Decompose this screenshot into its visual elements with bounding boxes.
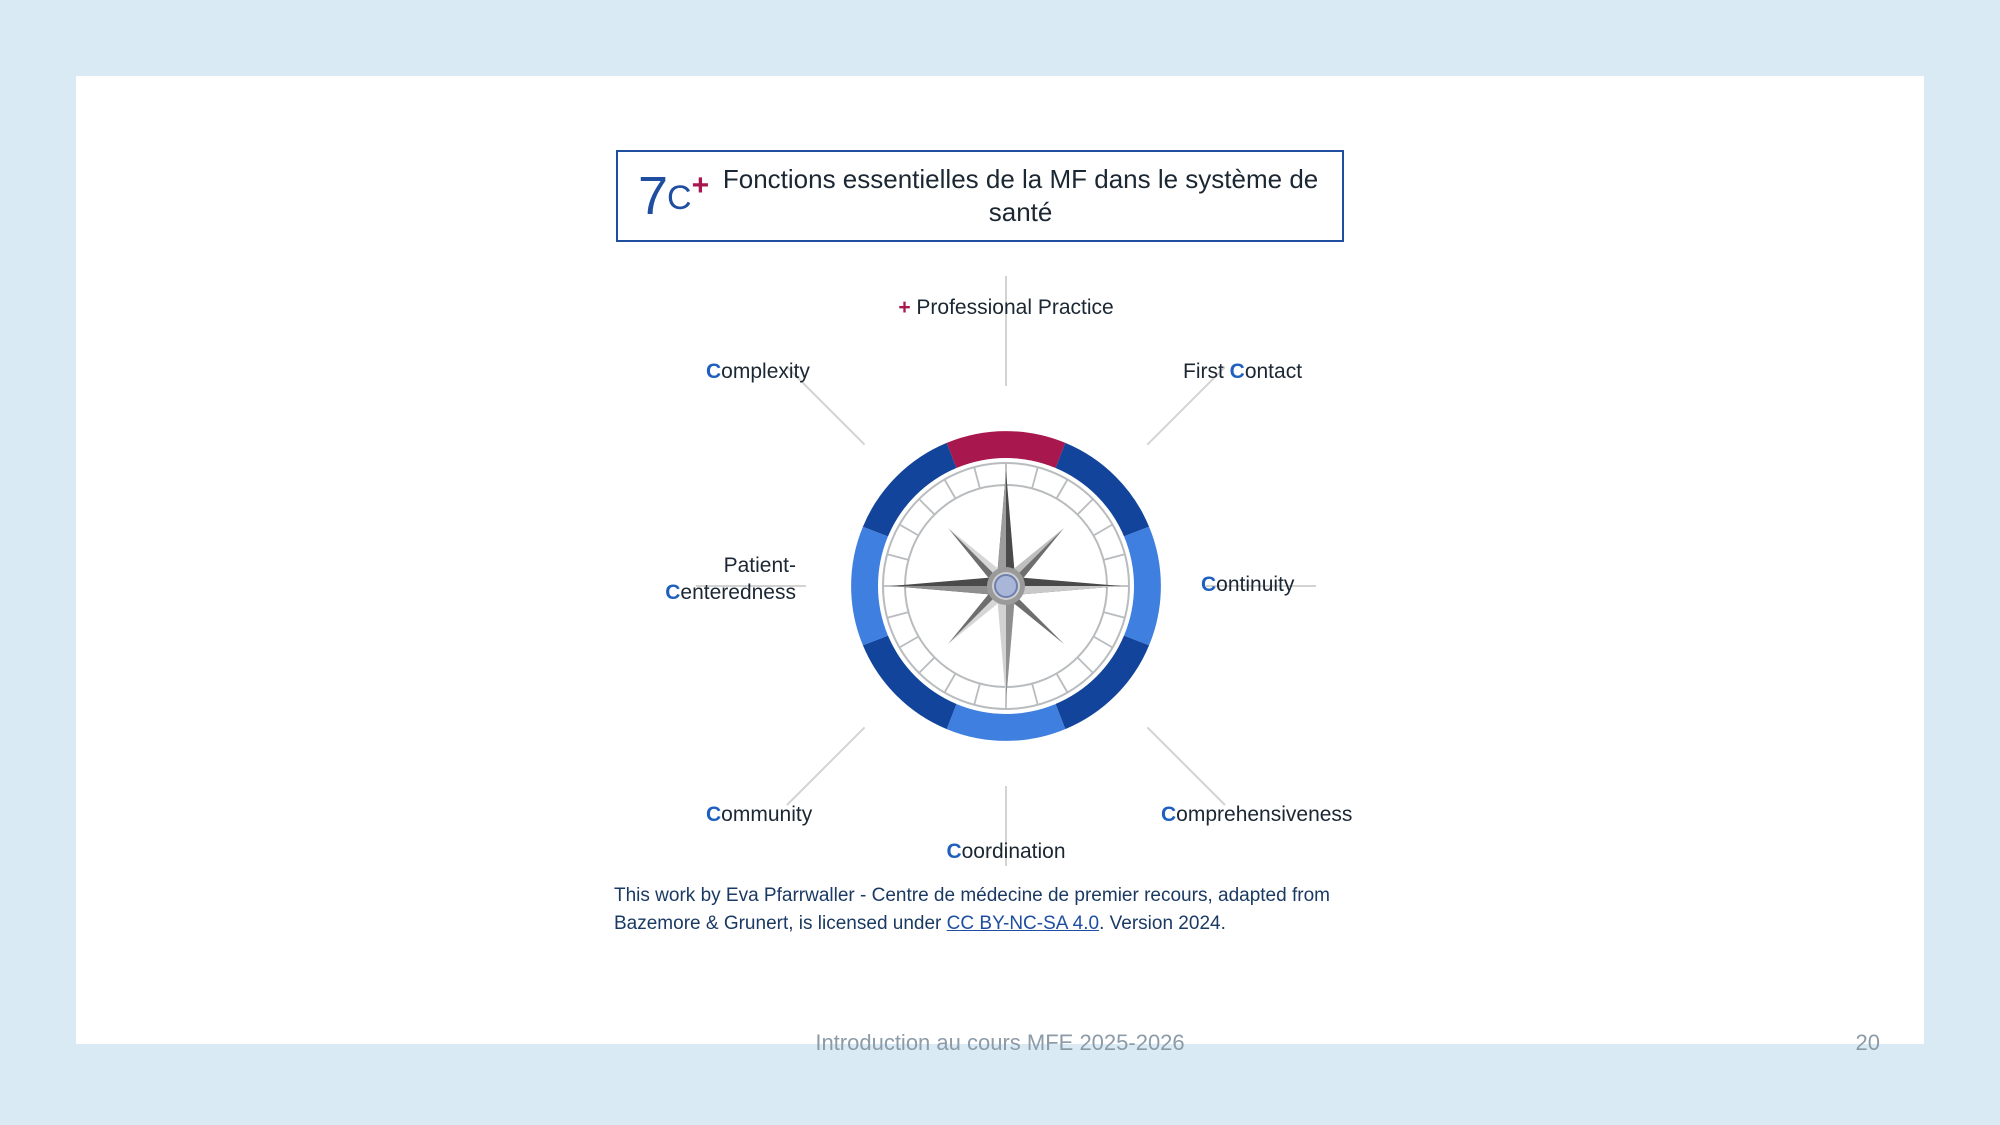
label-community-rest: ommunity [721, 803, 813, 826]
label-patient-centeredness [616, 552, 796, 607]
label-complexity [706, 358, 810, 385]
page-title: Fonctions essentielles de la MF dans le système de santé [722, 163, 1319, 227]
caption-line2-pre: Bazemore & Grunert, is licensed under [614, 912, 947, 934]
logo-letter: C [667, 179, 692, 217]
logo-plus: + [691, 169, 710, 202]
label-first-contact-lead: First [1183, 360, 1230, 383]
label-patient-centeredness-line1: Patient- [723, 554, 796, 577]
license-link[interactable]: CC BY-NC-SA 4.0 [946, 912, 1100, 934]
label-complexity-cap: C [706, 360, 722, 383]
label-continuity [1201, 571, 1294, 598]
footer-title: Introduction au cours MFE 2025-2026 [815, 1030, 1185, 1055]
label-first-contact-cap: C [1229, 360, 1245, 383]
label-patient-centeredness-cap: C [665, 581, 681, 605]
label-patient-centeredness-rest: enteredness [680, 581, 796, 605]
label-first-contact-rest: ontact [1244, 360, 1303, 383]
title-box [616, 150, 1344, 242]
compass-diagram [616, 246, 1396, 866]
label-community-cap: C [706, 803, 722, 826]
label-coordination [891, 838, 1121, 865]
label-comprehensiveness-cap: C [1161, 803, 1177, 826]
label-complexity-rest: omplexity [721, 360, 810, 383]
logo-number: 7 [638, 166, 668, 226]
label-comprehensiveness-rest: omprehensiveness [1176, 803, 1353, 826]
label-professional-practice-text: Professional Practice [916, 296, 1114, 319]
caption-line1: This work by Eva Pfarrwaller - Centre de médecine de premier recours, adapted from [614, 885, 1330, 906]
label-comprehensiveness [1161, 801, 1352, 828]
license-caption [614, 882, 1374, 937]
label-patient-centeredness-line2 [616, 579, 796, 606]
seven-c-plus-logo [618, 166, 717, 226]
label-continuity-cap: C [1201, 573, 1217, 596]
slide-canvas [76, 76, 1924, 1044]
label-coordination-cap: C [946, 840, 962, 863]
label-first-contact [1183, 358, 1302, 385]
caption-line2-post: . Version 2024. [1099, 912, 1226, 934]
page-number: 20 [1855, 1030, 1880, 1055]
compass-ring-svg [806, 386, 1206, 786]
label-continuity-rest: ontinuity [1216, 573, 1295, 596]
label-plus-marker: + [898, 296, 911, 319]
label-community [706, 801, 812, 828]
compass-rose [806, 386, 1206, 786]
label-coordination-rest: oordination [961, 840, 1066, 863]
label-professional-practice [884, 294, 1128, 321]
